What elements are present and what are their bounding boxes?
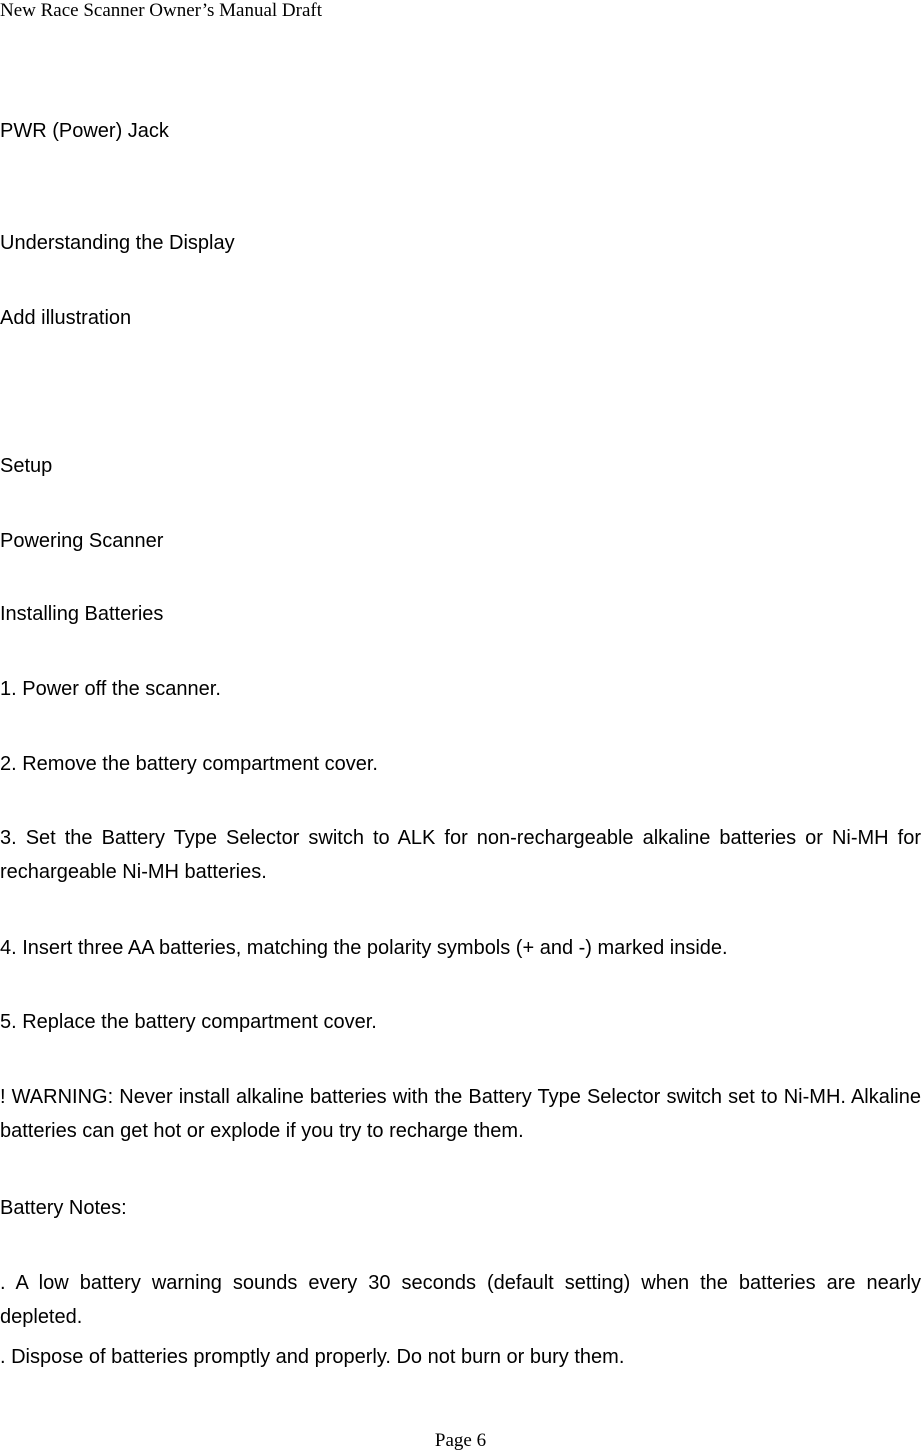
heading-display: Understanding the Display: [0, 232, 235, 254]
placeholder-text: Add illustration: [0, 307, 132, 329]
battery-notes-heading: Battery Notes:: [0, 1197, 127, 1219]
step-1: 1. Power off the scanner.: [0, 678, 221, 700]
warning: ! WARNING: Never install alkaline batteries with the Battery Type Selector switch set to Ni-MH. Alkaline batteries can get hot or explode if you try to recharge them.: [0, 1086, 921, 1142]
step-2: 2. Remove the battery compartment cover.: [0, 753, 378, 775]
note-2: . Dispose of batteries promptly and properly. Do not burn or bury them.: [0, 1346, 625, 1368]
step-5: 5. Replace the battery compartment cover.: [0, 1011, 377, 1033]
step-4: 4. Insert three AA batteries, matching the polarity symbols (+ and -) marked inside.: [0, 937, 728, 959]
running-header: New Race Scanner Owner’s Manual Draft: [0, 0, 322, 21]
heading-batteries: Installing Batteries: [0, 603, 164, 625]
heading-powering: Powering Scanner: [0, 530, 164, 552]
step-3: 3. Set the Battery Type Selector switch to ALK for non-rechargeable alkaline batteries or Ni-MH for rechargeable Ni-MH batteries.: [0, 827, 921, 883]
note-1: . A low battery warning sounds every 30 seconds (default setting) when the batteries are nearly depleted.: [0, 1272, 921, 1328]
heading-setup: Setup: [0, 455, 53, 477]
page-number: Page 6: [434, 1430, 487, 1451]
heading-pwr-jack: PWR (Power) Jack: [0, 120, 169, 142]
